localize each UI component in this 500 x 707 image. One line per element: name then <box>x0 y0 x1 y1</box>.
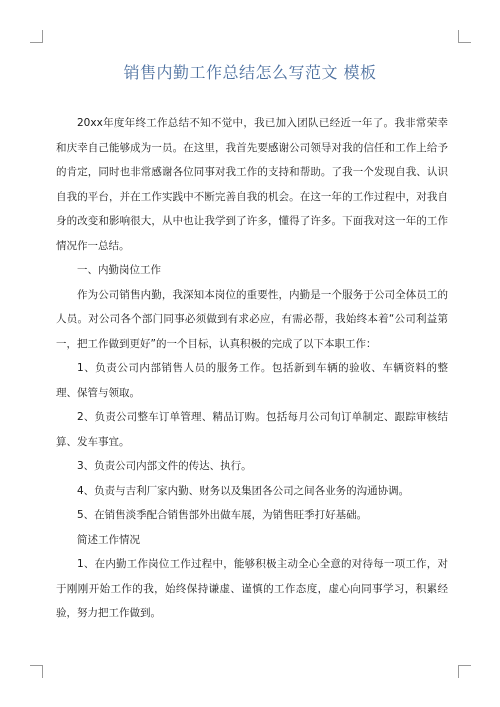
list-item: 5、在销售淡季配合销售部外出做车展，为销售旺季打好基础。 <box>77 509 368 521</box>
crop-mark-bottom-left <box>30 665 43 678</box>
list-item: 3、负责公司内部文件的传达、执行。 <box>77 460 252 472</box>
section-heading: 简述工作情况 <box>77 533 140 546</box>
list-item: 1、在内勤工作岗位工作过程中，能够积极主动全心全意的对待每一项工作，对于刚刚开始工作的我，始终保持谦虚、谨慎的工作态度，虚心向同事学习，积累经验，努力把工作做到。 <box>56 558 448 619</box>
crop-mark-bottom-right <box>458 665 471 678</box>
crop-mark-top-left <box>30 30 43 43</box>
document-title: 销售内勤工作总结怎么写范文 模板 <box>123 63 377 82</box>
list-item: 2、负责公司整车订单管理、精品订购。包括每月公司旬订单制定、跟踪审核结算、发车事宜。 <box>56 411 448 448</box>
document-body <box>56 111 448 626</box>
intro-paragraph: 20xx年度年终工作总结不知不觉中，我已加入团队已经近一年了。我非常荣幸和庆幸自己能够成为一员。在这里，我首先要感谢公司领导对我的信任和工作上给予的肯定，同时也非常感谢各位同事对我工作的支持和帮助。了我一个发现自我、认识自我的平台，并在工作实践中不断完善自我的机会。在这一年的工作过程中，对我自身的改变和影响很大，从中也让我学到了许多，懂得了许多。下面我对这一年的工作情况作一总结。 <box>56 117 448 252</box>
list-item: 1、负责公司内部销售人员的服务工作。包括新到车辆的验收、车辆资料的整理、保管与领取。 <box>56 362 448 399</box>
body-paragraph: 作为公司销售内勤，我深知本岗位的重要性，内勤是一个服务于公司全体员工的人员。对公司各个部门同事必须做到有求必应，有需必帮，我始终本着“公司利益第一，把工作做到更好”的一个目标，认真积极的完成了以下本职工作： <box>56 288 448 350</box>
crop-mark-top-right <box>458 30 471 43</box>
list-item: 4、负责与吉利厂家内勤、财务以及集团各公司之间各业务的沟通协调。 <box>77 484 410 497</box>
section-heading: 一、内勤岗位工作 <box>77 264 161 276</box>
